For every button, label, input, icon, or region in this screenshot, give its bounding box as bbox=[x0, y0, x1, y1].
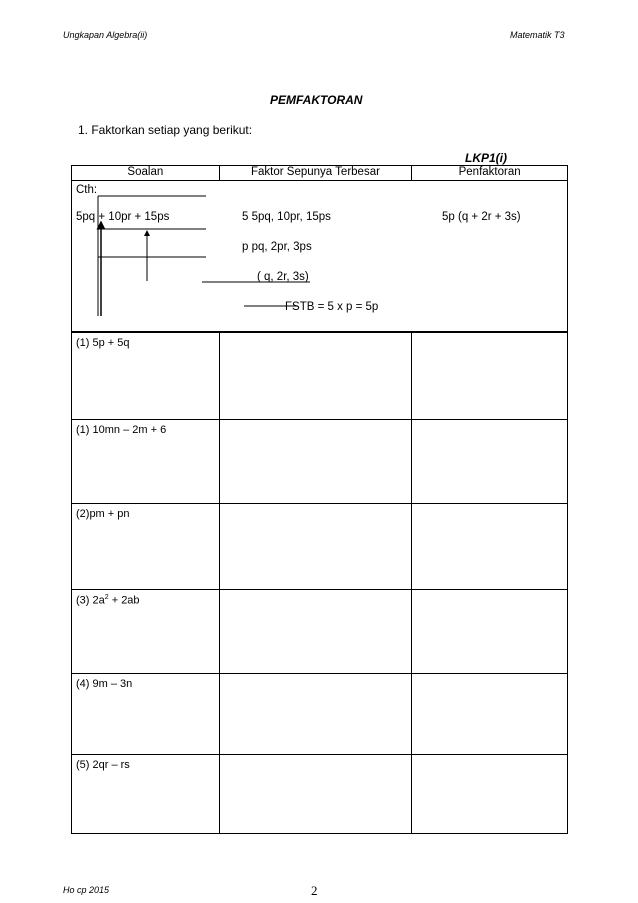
question-4-base: (3) 2a bbox=[76, 594, 105, 607]
factorisation-table bbox=[71, 165, 568, 834]
question-1: (1) 5p + 5q bbox=[72, 333, 220, 420]
table-header-row bbox=[72, 166, 568, 181]
arrows bbox=[101, 225, 147, 316]
table-row bbox=[72, 674, 568, 755]
column-header-soalan: Soalan bbox=[72, 166, 220, 181]
example-row bbox=[72, 181, 568, 332]
example-label: Cth: bbox=[76, 184, 98, 196]
answer-fstb-4[interactable] bbox=[219, 590, 412, 674]
fstb-step-2: p pq, 2pr, 3ps bbox=[242, 241, 312, 253]
answer-factor-6[interactable] bbox=[412, 755, 568, 834]
example-expression: 5pq + 10pr + 15ps bbox=[76, 211, 170, 223]
example-cell bbox=[72, 181, 567, 331]
table-row bbox=[72, 590, 568, 674]
table-row bbox=[72, 333, 568, 420]
page-title: PEMFAKTORAN bbox=[270, 93, 363, 107]
footer-left: Ho cp 2015 bbox=[63, 885, 110, 895]
column-header-penfaktoran: Penfaktoran bbox=[412, 166, 568, 181]
answer-fstb-2[interactable] bbox=[219, 420, 412, 504]
example-answer: 5p (q + 2r + 3s) bbox=[442, 211, 521, 223]
page-number: 2 bbox=[311, 883, 318, 898]
fstb-step-3: ( q, 2r, 3s) bbox=[257, 271, 309, 283]
table-row bbox=[72, 755, 568, 834]
question-4-rest: + 2ab bbox=[108, 594, 140, 607]
answer-fstb-3[interactable] bbox=[219, 504, 412, 590]
answer-factor-2[interactable] bbox=[412, 420, 568, 504]
question-4 bbox=[72, 590, 220, 674]
question-3: (2)pm + pn bbox=[72, 504, 220, 590]
table-row bbox=[72, 420, 568, 504]
fstb-result: FSTB = 5 x p = 5p bbox=[285, 301, 379, 313]
answer-factor-4[interactable] bbox=[412, 590, 568, 674]
answer-fstb-5[interactable] bbox=[219, 674, 412, 755]
answer-factor-3[interactable] bbox=[412, 504, 568, 590]
question-5: (4) 9m – 3n bbox=[72, 674, 220, 755]
answer-fstb-1[interactable] bbox=[219, 333, 412, 420]
answer-factor-1[interactable] bbox=[412, 333, 568, 420]
question-4-exponent: 2 bbox=[104, 594, 109, 601]
header-right: Matematik T3 bbox=[510, 30, 565, 40]
header-left: Ungkapan Algebra(ii) bbox=[63, 30, 148, 40]
fstb-step-1: 5 5pq, 10pr, 15ps bbox=[242, 211, 331, 223]
answer-factor-5[interactable] bbox=[412, 674, 568, 755]
question-2: (1) 10mn – 2m + 6 bbox=[72, 420, 220, 504]
column-header-fstb: Faktor Sepunya Terbesar bbox=[219, 166, 412, 181]
answer-fstb-6[interactable] bbox=[219, 755, 412, 834]
worksheet-label: LKP1(i) bbox=[465, 151, 507, 165]
question-6: (5) 2qr – rs bbox=[72, 755, 220, 834]
table-row bbox=[72, 504, 568, 590]
instruction: 1. Faktorkan setiap yang berikut: bbox=[78, 123, 253, 137]
